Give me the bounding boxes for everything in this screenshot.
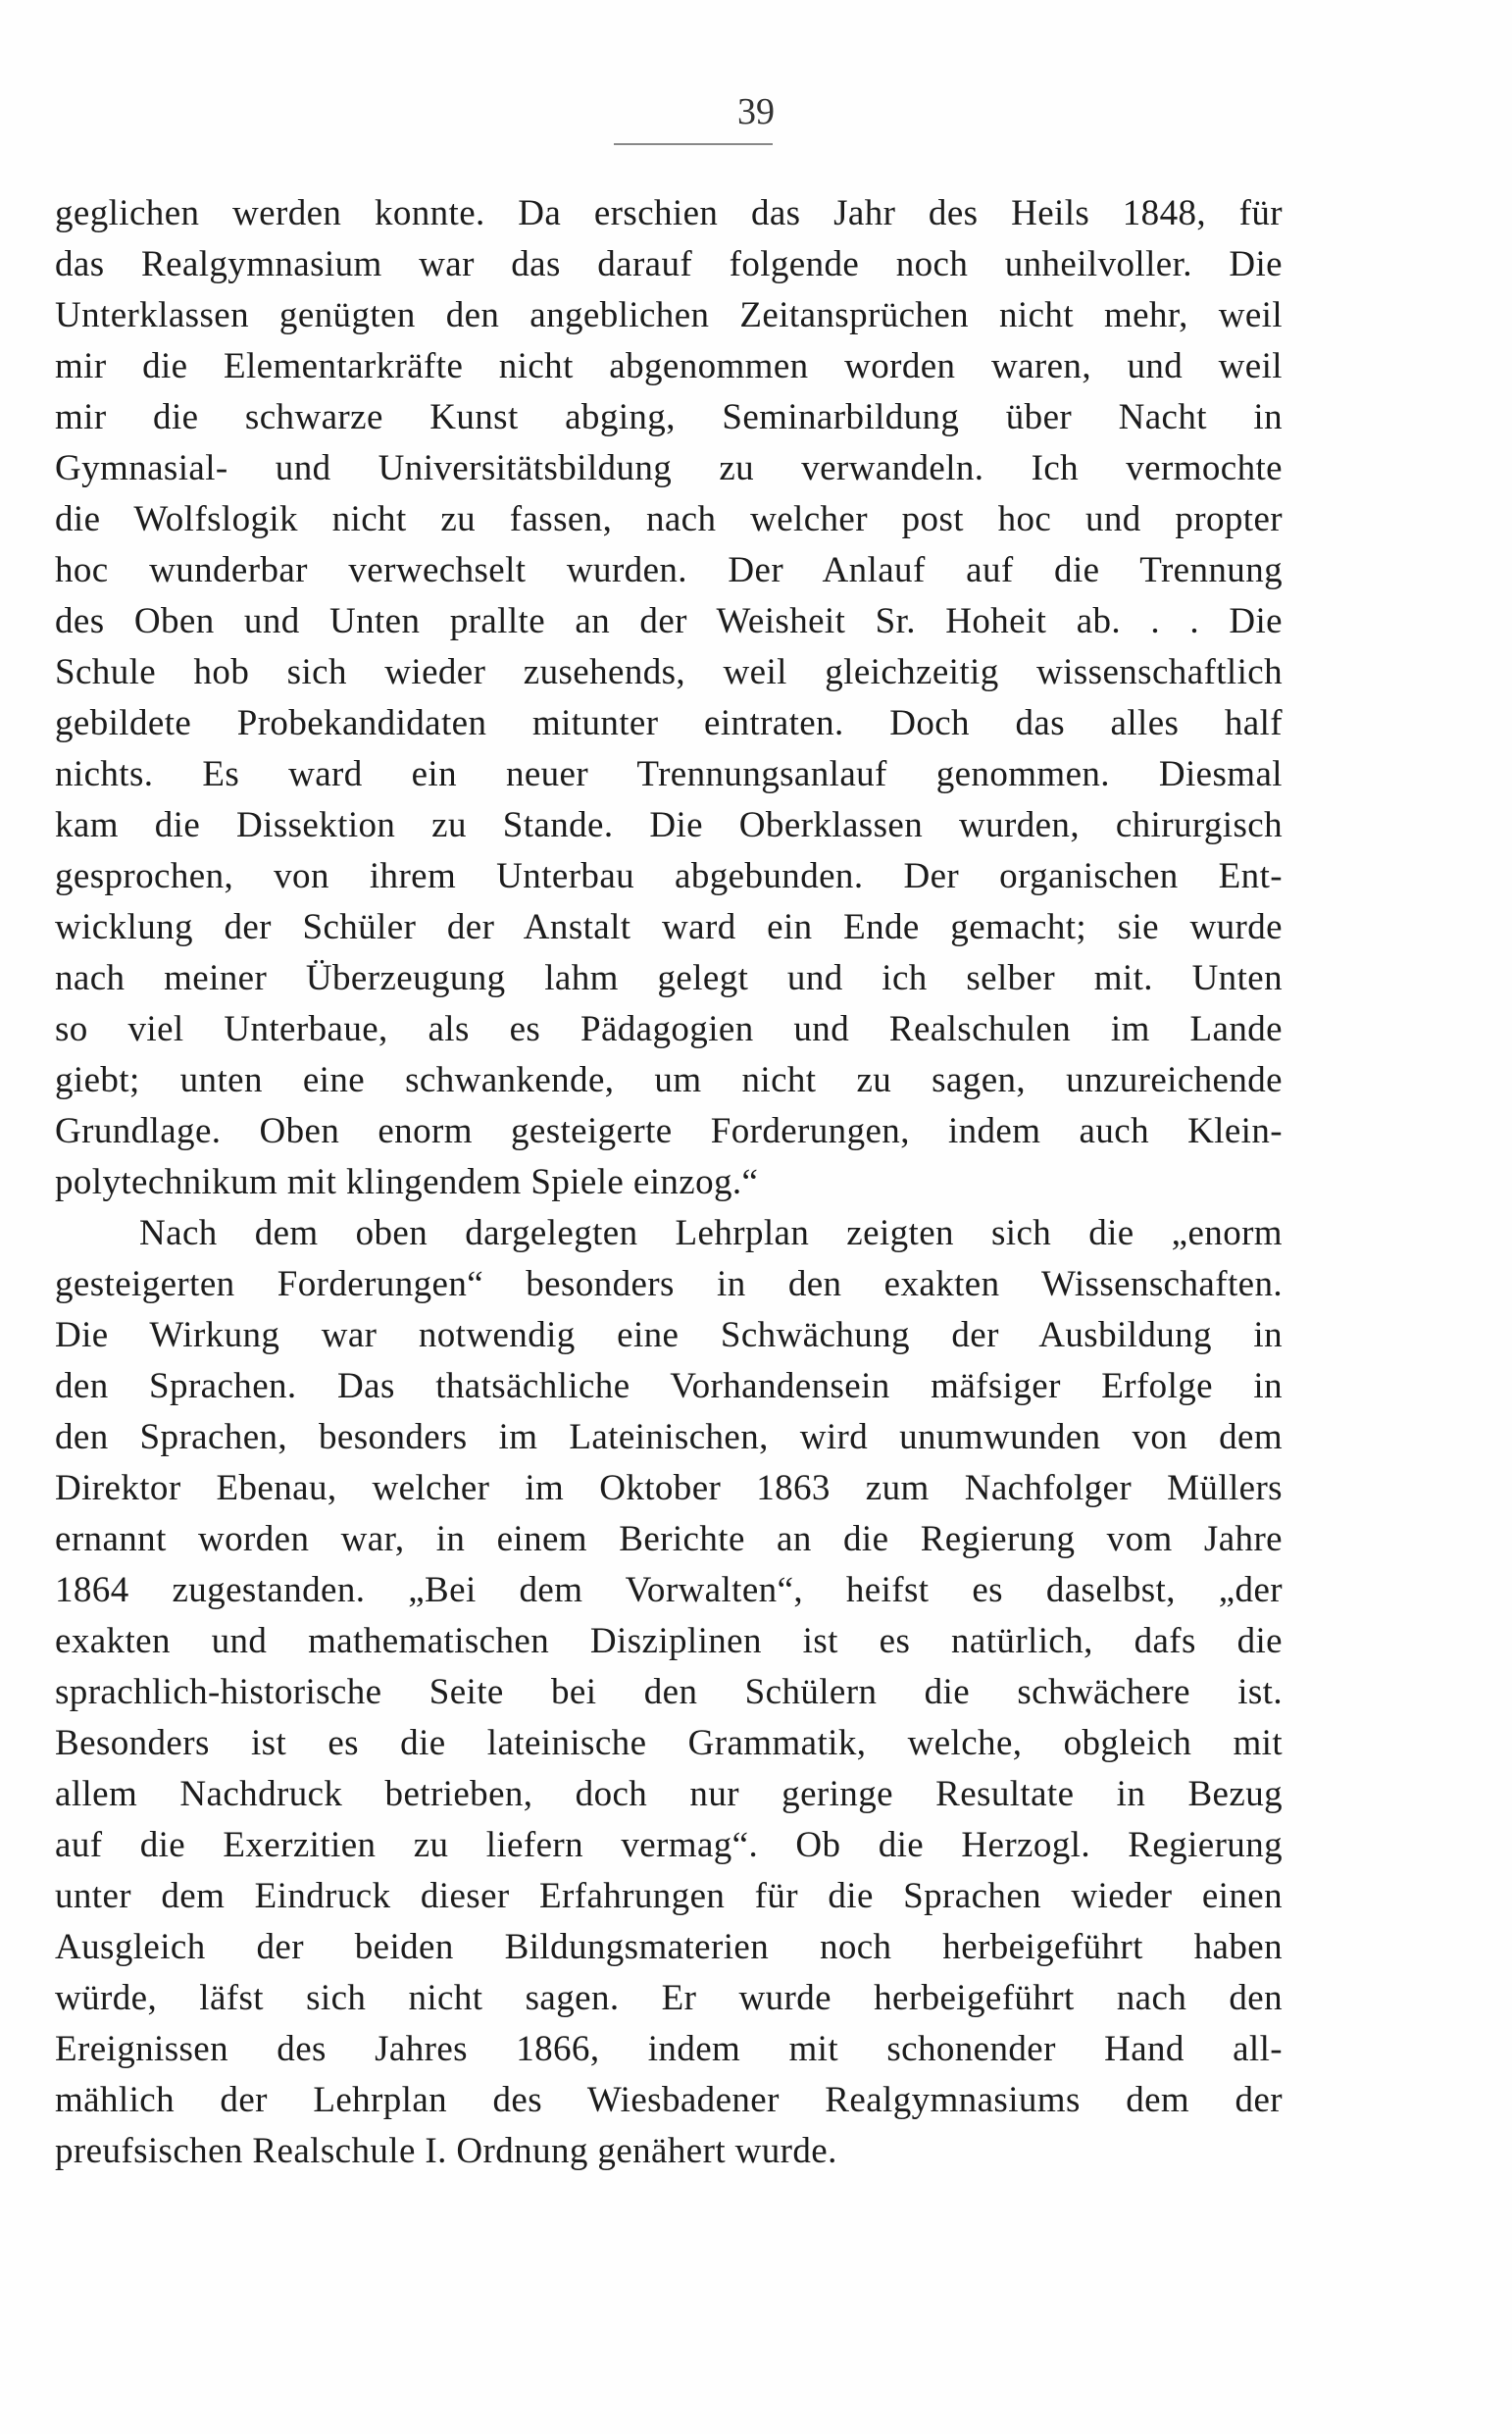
body-text (55, 188, 1283, 2177)
text-line: geglichen werden konnte. Da erschien das Jahr des Heils 1848, für (55, 193, 1283, 233)
text-line: Gymnasial- und Universitätsbildung zu verwandeln. Ich vermochte (55, 448, 1283, 488)
text-line: den Sprachen. Das thatsächliche Vorhandensein mäfsiger Erfolge in (55, 1366, 1283, 1406)
text-line: sprachlich-historische Seite bei den Schülern die schwächere ist. (55, 1672, 1283, 1712)
text-line: auf die Exerzitien zu liefern vermag“. Ob die Herzogl. Regierung (55, 1825, 1283, 1865)
text-line: des Oben und Unten prallte an der Weisheit Sr. Hoheit ab. . . Die (55, 601, 1283, 641)
text-line: das Realgymnasium war das darauf folgende noch unheilvoller. Die (55, 244, 1283, 284)
text-line: kam die Dissektion zu Stande. Die Oberklassen wurden, chirurgisch (55, 805, 1283, 845)
text-line: gebildete Probekandidaten mitunter eintraten. Doch das alles half (55, 703, 1283, 743)
text-line: giebt; unten eine schwankende, um nicht zu sagen, unzureichende (55, 1060, 1283, 1100)
text-line: exakten und mathematischen Disziplinen ist es natürlich, dafs die (55, 1621, 1283, 1661)
text-line: 1864 zugestanden. „Bei dem Vorwalten“, heifst es daselbst, „der (55, 1570, 1283, 1610)
text-line: Nach dem oben dargelegten Lehrplan zeigten sich die „enorm (139, 1213, 1283, 1253)
text-line: gesprochen, von ihrem Unterbau abgebunden. Der organischen Ent- (55, 856, 1283, 896)
text-line: mählich der Lehrplan des Wiesbadener Realgymnasiums dem der (55, 2080, 1283, 2120)
text-line: preufsischen Realschule I. Ordnung genähert wurde. (55, 2131, 837, 2171)
text-line: mir die Elementarkräfte nicht abgenommen worden waren, und weil (55, 346, 1283, 386)
text-line: ernannt worden war, in einem Berichte an die Regierung vom Jahre (55, 1519, 1283, 1559)
text-line: wicklung der Schüler der Anstalt ward ein Ende gemacht; sie wurde (55, 907, 1283, 947)
page-number: 39 (737, 91, 775, 132)
text-line: den Sprachen, besonders im Lateinischen, wird unumwunden von dem (55, 1417, 1283, 1457)
paragraph (55, 188, 1283, 1208)
text-line: Ausgleich der beiden Bildungsmaterien noch herbeigeführt haben (55, 1927, 1283, 1967)
text-line: nichts. Es ward ein neuer Trennungsanlauf genommen. Diesmal (55, 754, 1283, 794)
text-line: Ereignissen des Jahres 1866, indem mit schonender Hand all- (55, 2029, 1283, 2069)
text-line: Die Wirkung war notwendig eine Schwächung der Ausbildung in (55, 1315, 1283, 1355)
text-line: so viel Unterbaue, als es Pädagogien und Realschulen im Lande (55, 1009, 1283, 1049)
text-line: allem Nachdruck betrieben, doch nur geringe Resultate in Bezug (55, 1774, 1283, 1814)
text-line: nach meiner Überzeugung lahm gelegt und ich selber mit. Unten (55, 958, 1283, 998)
text-line: würde, läfst sich nicht sagen. Er wurde herbeigeführt nach den (55, 1978, 1283, 2018)
text-line: polytechnikum mit klingendem Spiele einzog.“ (55, 1162, 759, 1202)
text-line: gesteigerten Forderungen“ besonders in den exakten Wissenschaften. (55, 1264, 1283, 1304)
text-line: die Wolfslogik nicht zu fassen, nach welcher post hoc und propter (55, 499, 1283, 539)
text-line: mir die schwarze Kunst abging, Seminarbildung über Nacht in (55, 397, 1283, 437)
header-rule (614, 143, 773, 145)
text-line: Grundlage. Oben enorm gesteigerte Forderungen, indem auch Klein- (55, 1111, 1283, 1151)
text-line: hoc wunderbar verwechselt wurden. Der Anlauf auf die Trennung (55, 550, 1283, 590)
text-line: Unterklassen genügten den angeblichen Zeitansprüchen nicht mehr, weil (55, 295, 1283, 335)
text-line: Direktor Ebenau, welcher im Oktober 1863 zum Nachfolger Müllers (55, 1468, 1283, 1508)
paragraph (55, 1208, 1283, 2177)
text-line: Besonders ist es die lateinische Grammatik, welche, obgleich mit (55, 1723, 1283, 1763)
text-line: unter dem Eindruck dieser Erfahrungen für die Sprachen wieder einen (55, 1876, 1283, 1916)
text-line: Schule hob sich wieder zusehends, weil gleichzeitig wissenschaftlich (55, 652, 1283, 692)
